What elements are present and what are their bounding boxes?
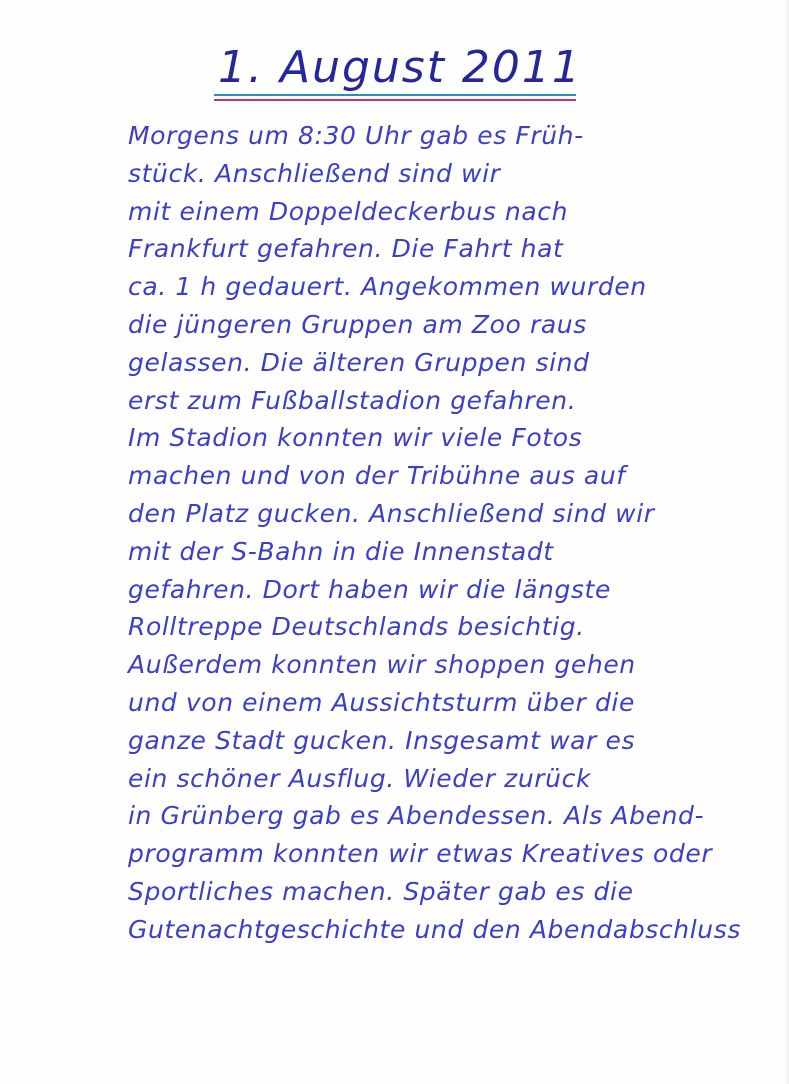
title-underline-blue [214, 94, 576, 96]
text-line: ganze Stadt gucken. Insgesamt war es [128, 725, 636, 755]
text-line: machen und von der Tribühne aus auf [128, 461, 626, 491]
text-line: den Platz gucken. Anschließend sind wir [128, 498, 655, 528]
diary-text [128, 117, 768, 949]
text-line: gelassen. Die älteren Gruppen sind [128, 347, 590, 377]
text-line: die jüngeren Gruppen am Zoo raus [128, 309, 587, 339]
text-line: Sportliches machen. Später gab es die [128, 876, 634, 906]
text-line: Frankfurt gefahren. Die Fahrt hat [128, 234, 564, 264]
text-line: ca. 1 h gedauert. Angekommen wurden [128, 272, 647, 302]
text-line: Morgens um 8:30 Uhr gab es Früh- [128, 121, 584, 150]
page-title: 1. August 2011 [218, 42, 582, 93]
text-line: Rolltreppe Deutschlands besichtig. [128, 612, 585, 642]
text-line: programm konnten wir etwas Kreatives oder [128, 839, 713, 869]
text-line: gefahren. Dort haben wir die längste [128, 574, 611, 604]
text-line: ein schöner Ausflug. Wieder zurück [128, 763, 592, 793]
title-underline-pink [214, 99, 576, 101]
text-line: Gutenachtgeschichte und den Abendabschluss [128, 914, 741, 944]
text-line: mit einem Doppeldeckerbus nach [128, 196, 569, 226]
text-line: in Grünberg gab es Abendessen. Als Abend- [128, 801, 705, 831]
text-line: und von einem Aussichtsturm über die [128, 687, 635, 717]
text-line: erst zum Fußballstadion gefahren. [128, 385, 577, 415]
text-line: Außerdem konnten wir shoppen gehen [128, 650, 636, 680]
text-line: Im Stadion konnten wir viele Fotos [128, 423, 583, 453]
text-line: stück. Anschließend sind wir [128, 158, 501, 188]
text-line: mit der S-Bahn in die Innenstadt [128, 536, 554, 566]
